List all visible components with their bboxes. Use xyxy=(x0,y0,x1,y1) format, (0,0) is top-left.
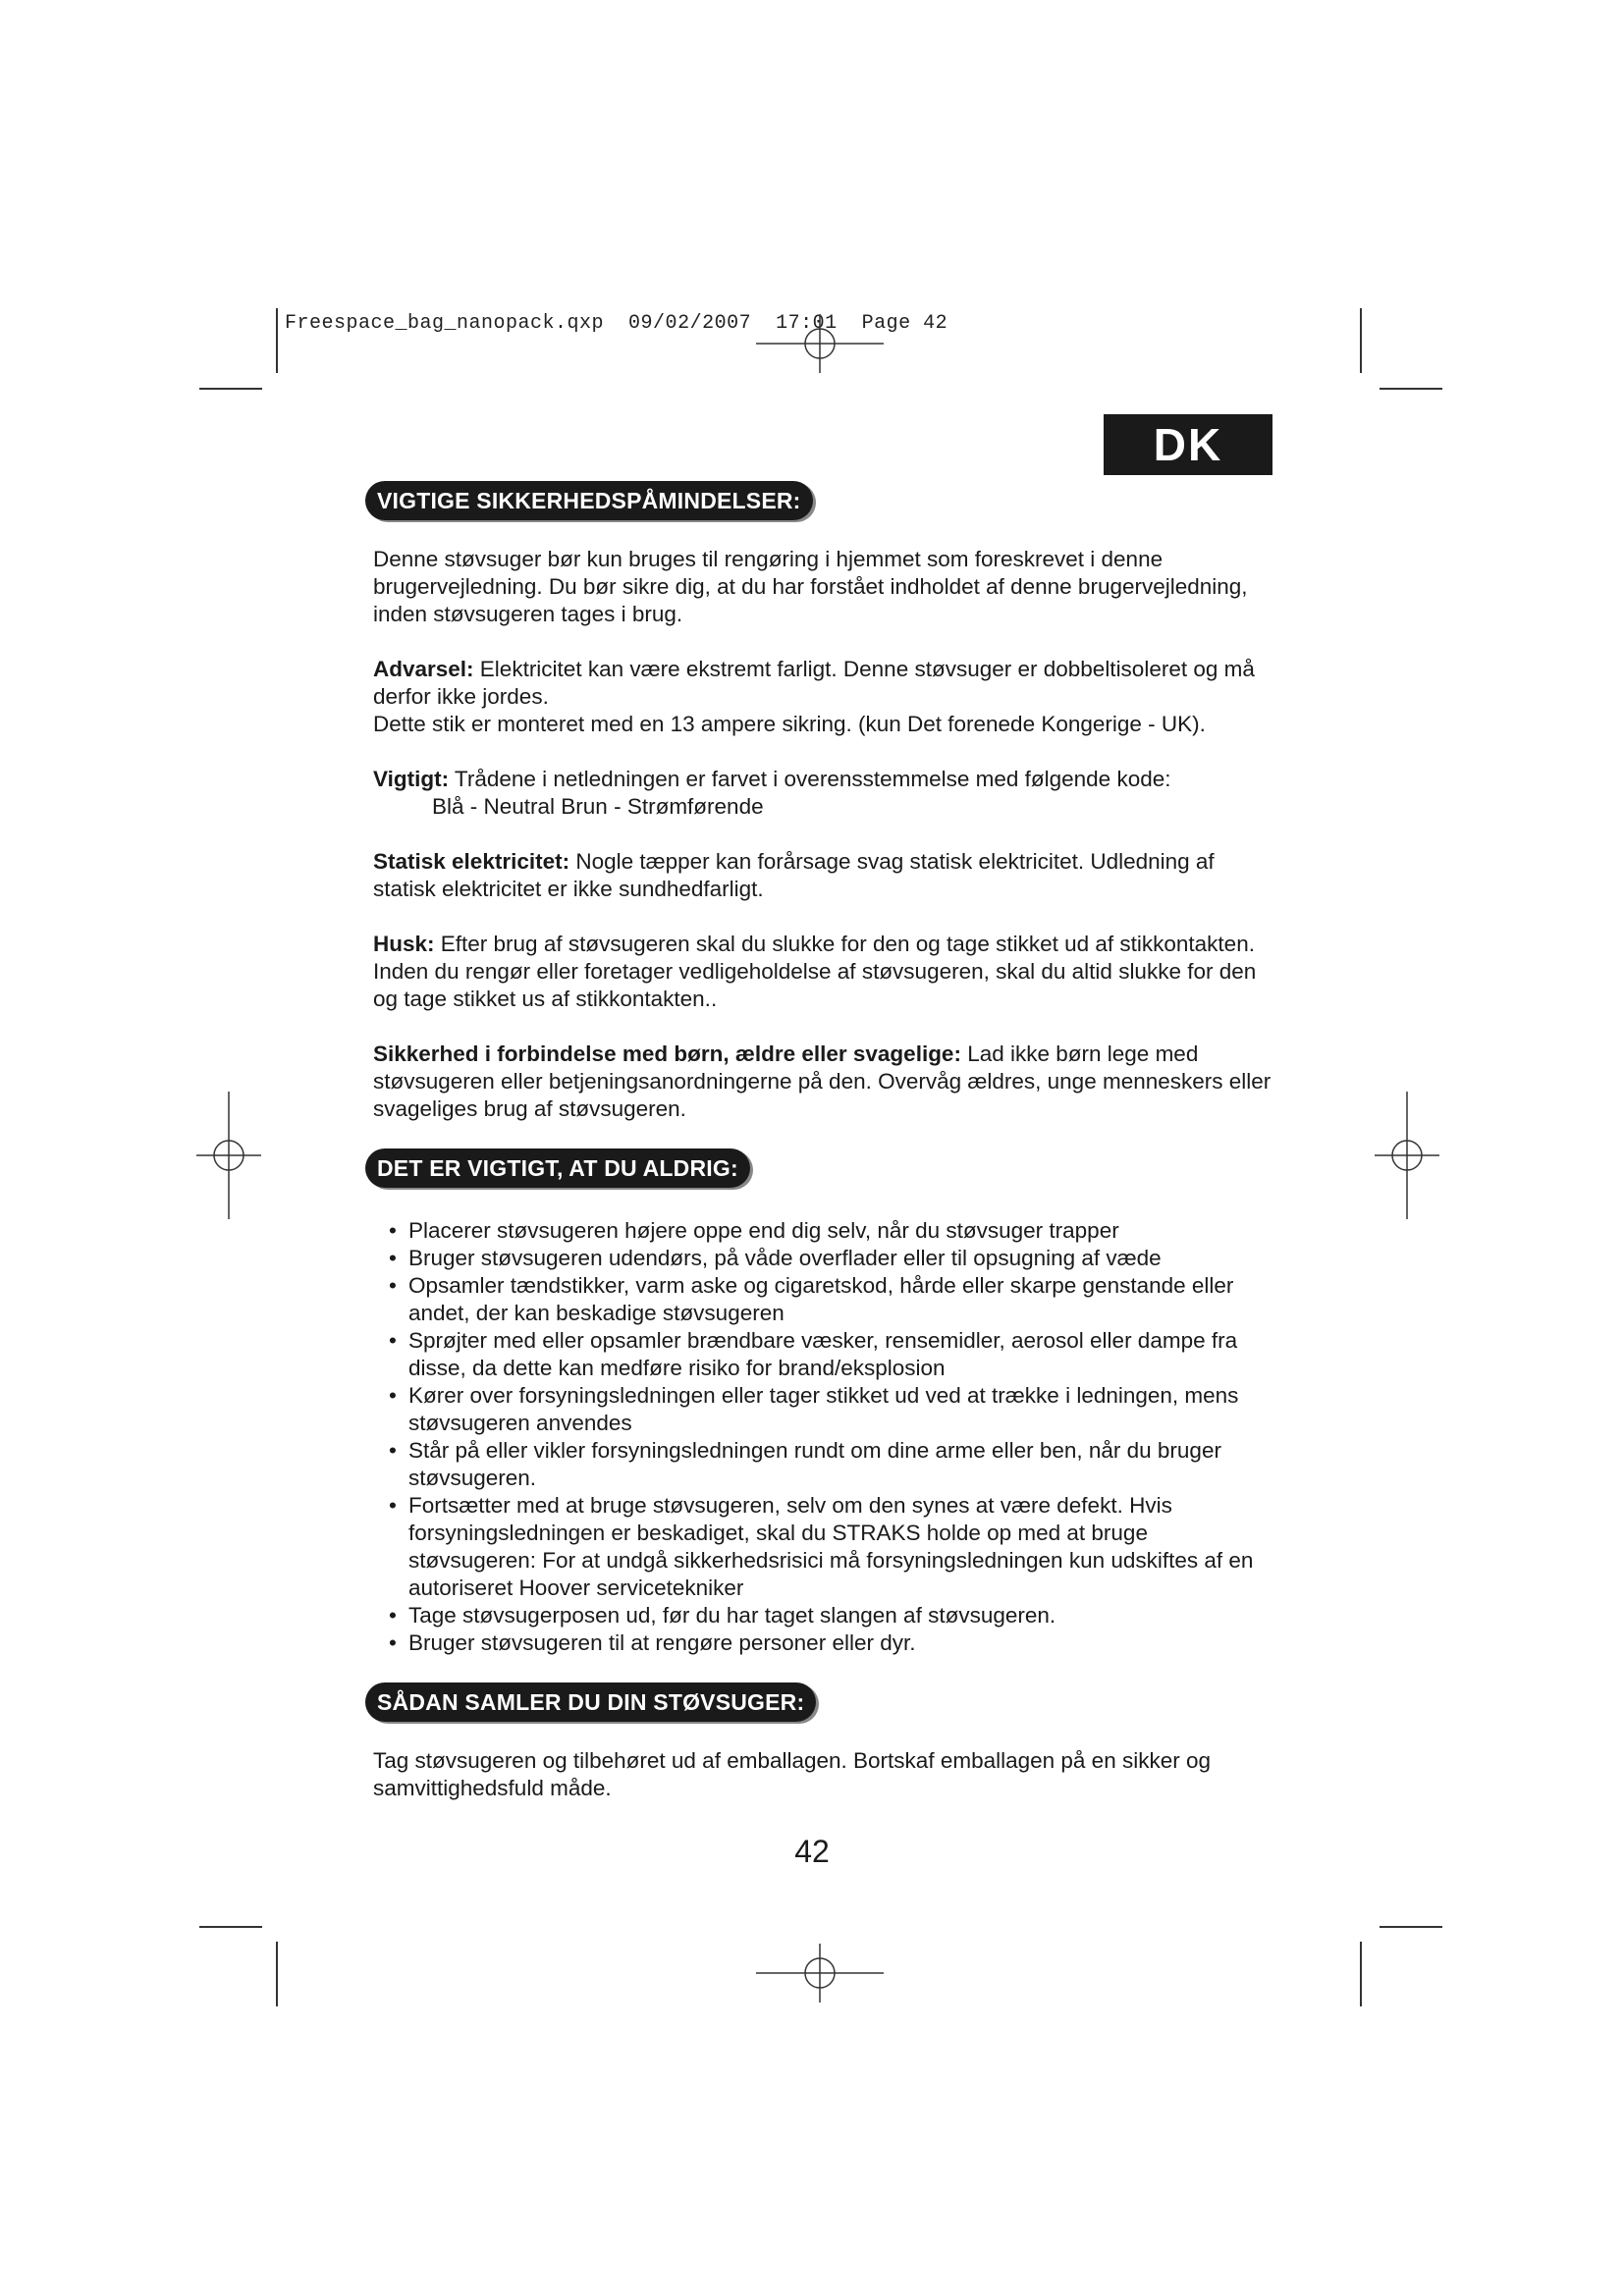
crop-mark-bottom-left-vertical xyxy=(276,1942,278,2006)
warning-paragraph xyxy=(373,656,1276,711)
registration-mark-top xyxy=(756,314,884,373)
list-item: • Sprøjter med eller opsamler brændbare væsker, rensemidler, aerosol eller dampe fra disse, da dette kan medføre risiko for brand/eksplosion xyxy=(373,1327,1276,1382)
list-item: • Står på eller vikler forsyningsledningen rundt om dine arme eller ben, når du bruger støvsugeren. xyxy=(373,1437,1276,1492)
list-item: • Bruger støvsugeren til at rengøre personer eller dyr. xyxy=(373,1629,1276,1657)
child-safety-text: Lad ikke børn lege med støvsugeren eller betjeningsanordningerne på den. Overvåg ældres, unge menneskers eller svageliges brug af støvsugeren. xyxy=(373,1041,1272,1121)
child-safety-paragraph xyxy=(373,1041,1276,1123)
crop-mark-top-right-vertical xyxy=(1360,308,1362,373)
registration-mark-left xyxy=(196,1092,261,1219)
assembly-paragraph: Tag støvsugeren og tilbehøret ud af emballagen. Bortskaf emballagen på en sikker og samvittighedsfuld måde. xyxy=(373,1748,1211,1800)
crop-mark-top-left-vertical xyxy=(276,308,278,373)
warning-text: Elektricitet kan være ekstremt farligt. Denne støvsuger er dobbeltisoleret og må derfor ikke jordes. xyxy=(373,657,1255,709)
remember-paragraph xyxy=(373,931,1276,1013)
remember-label: Husk: xyxy=(373,932,435,956)
registration-mark-right xyxy=(1375,1092,1439,1219)
print-slug: Freespace_bag_nanopack.qxp 09/02/2007 17:01 Page 42 xyxy=(285,312,948,335)
page-number: 42 xyxy=(794,1834,830,1869)
registration-mark-bottom xyxy=(756,1944,884,2002)
list-item: • Opsamler tændstikker, varm aske og cigaretskod, hårde eller skarpe genstande eller andet, der kan beskadige støvsugeren xyxy=(373,1272,1276,1327)
language-tab: DK xyxy=(1104,414,1272,475)
section-heading: DET ER VIGTIGT, AT DU ALDRIG: xyxy=(365,1148,750,1188)
crop-mark-top-left-horizontal xyxy=(199,388,262,390)
list-item: • Fortsætter med at bruge støvsugeren, selv om den synes at være defekt. Hvis forsyningsledningen er beskadiget, skal du STRAKS holde op med at bruge støvsugeren: For at undgå sikkerhedsrisici må forsyningsledningen kun udskiftes af en autoriseret Hoover servicetekniker xyxy=(373,1492,1276,1602)
never-do-list xyxy=(373,1217,1276,1657)
crop-mark-bottom-left-horizontal xyxy=(199,1926,262,1928)
list-item: • Tage støvsugerposen ud, før du har taget slangen af støvsugeren. xyxy=(373,1602,1276,1629)
section-assembly xyxy=(373,1682,1276,1802)
crop-mark-bottom-right-horizontal xyxy=(1380,1926,1442,1928)
child-safety-label: Sikkerhed i forbindelse med børn, ældre eller svagelige: xyxy=(373,1041,961,1066)
fuse-note: Dette stik er monteret med en 13 ampere sikring. (kun Det forenede Kongerige - UK). xyxy=(373,712,1206,736)
important-label: Vigtigt: xyxy=(373,767,450,791)
warning-label: Advarsel: xyxy=(373,657,474,681)
list-item: • Placerer støvsugeren højere oppe end dig selv, når du støvsuger trapper xyxy=(373,1217,1276,1245)
static-text: Nogle tæpper kan forårsage svag statisk elektricitet. Udledning af statisk elektricitet er ikke sundhedfarligt. xyxy=(373,849,1215,901)
static-paragraph xyxy=(373,848,1276,903)
important-text: Trådene i netledningen er farvet i overensstemmelse med følgende kode: xyxy=(449,767,1171,791)
list-item: • Kører over forsyningsledningen eller tager stikket ud ved at trække i ledningen, mens støvsugeren anvendes xyxy=(373,1382,1276,1437)
section-heading: SÅDAN SAMLER DU DIN STØVSUGER: xyxy=(365,1682,816,1722)
wire-color-codes: Blå - Neutral Brun - Strømførende xyxy=(432,794,764,819)
important-paragraph xyxy=(373,766,1276,793)
crop-mark-top-right-horizontal xyxy=(1380,388,1442,390)
list-item: • Bruger støvsugeren udendørs, på våde overflader eller til opsugning af væde xyxy=(373,1245,1276,1272)
crop-mark-bottom-right-vertical xyxy=(1360,1942,1362,2006)
intro-paragraph: Denne støvsuger bør kun bruges til rengøring i hjemmet som foreskrevet i denne brugervejledning. Du bør sikre dig, at du har forstået indholdet af denne brugervejledning, inden støvsugeren tages i brug. xyxy=(373,547,1248,626)
static-label: Statisk elektricitet: xyxy=(373,849,570,874)
section-never-do xyxy=(373,1148,1276,1657)
section-heading: VIGTIGE SIKKERHEDSPÅMINDELSER: xyxy=(365,481,813,520)
section-safety-reminders xyxy=(373,481,1276,1123)
page-content xyxy=(373,481,1276,1802)
remember-text: Efter brug af støvsugeren skal du slukke for den og tage stikket ud af stikkontakten. Inden du rengør eller foretager vedligeholdelse af støvsugeren, skal du altid slukke for den og tage stikket us af stikkontakten.. xyxy=(373,932,1257,1011)
